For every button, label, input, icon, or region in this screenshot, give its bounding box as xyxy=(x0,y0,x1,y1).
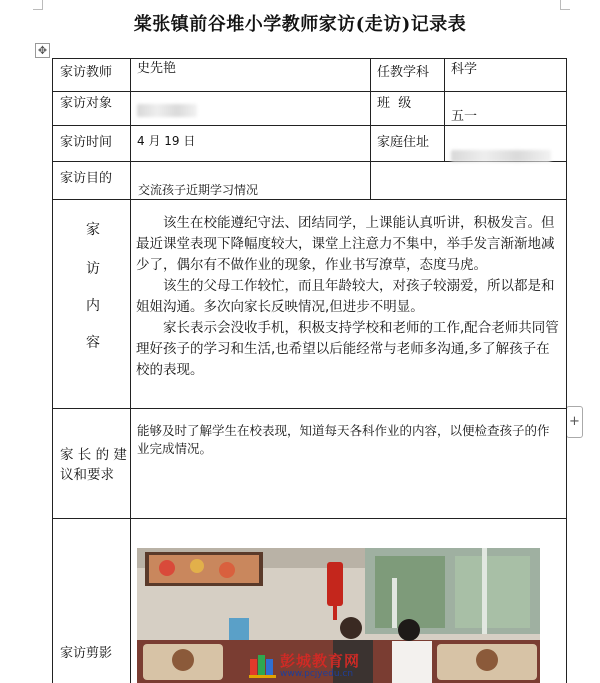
content-body xyxy=(136,213,560,381)
corner-mark xyxy=(33,0,43,10)
books-logo-icon xyxy=(248,653,278,679)
subject-label: 任教学科 xyxy=(377,65,430,80)
watermark-name: 彭城教育网 xyxy=(280,652,361,670)
time-label: 家访时间 xyxy=(60,135,113,150)
advice-label-line: 家 长 的 建 xyxy=(60,447,127,463)
redacted-address xyxy=(451,150,551,162)
class-value: 五一 xyxy=(451,109,478,124)
subject-value: 科学 xyxy=(451,62,478,77)
content-label-char: 内 xyxy=(86,298,100,314)
content-paragraph: 该生的父母工作较忙，而且年龄较大，对孩子较溺爱，所以都是和姐姐沟通。多次向家长反映情况,但进步不明显。 xyxy=(136,278,555,315)
photo-label: 家访剪影 xyxy=(60,646,113,661)
content-label-char: 容 xyxy=(86,335,100,351)
add-row-button[interactable]: + xyxy=(566,406,583,438)
content-label-char: 访 xyxy=(86,261,100,277)
advice-value: 能够及时了解学生在校表现，知道每天各科作业的内容，以便检查孩子的作业完成情况。 xyxy=(137,423,550,456)
corner-mark xyxy=(560,0,570,10)
content-paragraph: 家长表示会没收手机，积极支持学校和老师的工作,配合老师共同管理好孩子的学习和生活,也希望以后能经常与老师多沟通,多了解孩子在校的表现。 xyxy=(136,320,559,378)
class-label: 班 级 xyxy=(377,96,412,111)
time-value: 4 月 19 日 xyxy=(137,134,196,148)
teacher-value: 史先艳 xyxy=(137,61,177,76)
content-label-char: 家 xyxy=(86,222,100,238)
table-move-handle-icon[interactable]: ✥ xyxy=(35,43,50,58)
address-label: 家庭住址 xyxy=(377,135,430,150)
purpose-label: 家访目的 xyxy=(60,171,113,186)
purpose-value: 交流孩子近期学习情况 xyxy=(138,183,259,197)
advice-label-line: 议和要求 xyxy=(60,467,114,483)
page-title: 棠张镇前谷堆小学教师家访(走访)记录表 xyxy=(133,14,467,35)
redacted-student-name xyxy=(137,104,197,117)
teacher-label: 家访教师 xyxy=(60,65,113,80)
student-label: 家访对象 xyxy=(60,96,113,111)
watermark xyxy=(248,650,398,682)
watermark-url: www.pcjyedu.cn xyxy=(280,669,354,679)
content-paragraph: 该生在校能遵纪守法、团结同学，上课能认真听讲，积极发言。但最近课堂表现下降幅度较大，课堂上注意力不集中，举手发言渐渐地减少了，偶尔有不做作业的现象，作业书写潦草，态度马虎。 xyxy=(136,215,555,273)
